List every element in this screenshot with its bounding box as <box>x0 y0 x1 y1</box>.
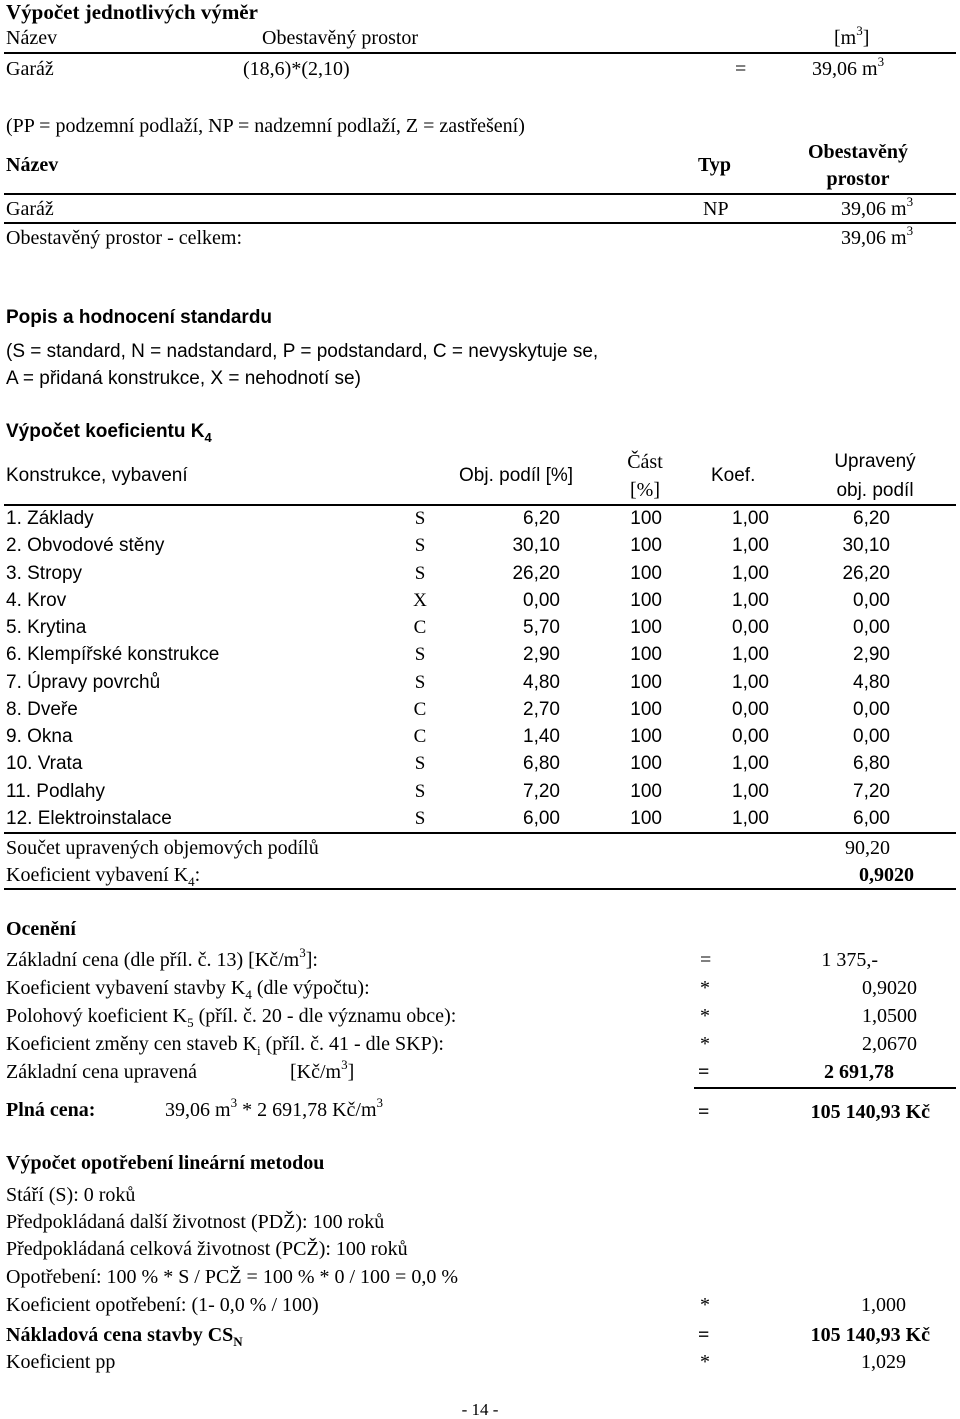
k4-sum-value: 90,20 <box>845 837 890 859</box>
vymery-row-name: Garáž <box>6 58 54 80</box>
k4-cell-obj: 6,20 <box>523 508 560 529</box>
oceneni-row-op: = <box>700 949 712 971</box>
k4-cell-name: 5. Krytina <box>6 617 87 638</box>
k4-cell-code: X <box>413 589 427 611</box>
vymery-row-formula: (18,6)*(2,10) <box>243 58 350 80</box>
k4-cell-cast: 100 <box>630 644 662 666</box>
k4-cell-koef: 1,00 <box>732 807 769 829</box>
k4-cell-code: S <box>414 562 426 584</box>
k4-cell-koef: 1,00 <box>732 644 769 666</box>
k4-koef-value: 0,9020 <box>859 864 914 886</box>
koeficient-pp-op: * <box>700 1351 710 1373</box>
nakladova-cena-label: Nákladová cena stavby $CS_N$ <box>6 1324 243 1349</box>
summary-total-value: 39,06 $m^3$ <box>841 223 914 249</box>
k4-cell-code: S <box>414 508 426 529</box>
vymery-head-name: Název <box>6 27 58 49</box>
k4-cell-koef: 1,00 <box>732 753 769 775</box>
k4-head-obj: Obj. podíl [%] <box>459 465 574 486</box>
k4-cell-code: C <box>413 617 427 638</box>
divider <box>4 193 956 195</box>
divider <box>694 1087 956 1089</box>
k4-koef-label: Koeficient vybavení $K_4$: <box>6 864 201 889</box>
k4-cell-cast: 100 <box>630 535 662 557</box>
k4-cell-koef: 1,00 <box>732 562 769 584</box>
k4-cell-cast: 100 <box>630 807 662 829</box>
k4-cell-name: 10. Vrata <box>6 753 83 775</box>
k4-cell-koef: 0,00 <box>732 698 769 720</box>
k4-cell-obj: 1,40 <box>523 726 560 747</box>
opotrebeni-pdz: Předpokládaná další životnost (PDŽ): 100 roků <box>6 1211 385 1233</box>
koeficient-pp-label: Koeficient pp <box>6 1351 116 1373</box>
k4-cell-obj: 6,80 <box>523 753 560 775</box>
k4-cell-upr: 6,80 <box>853 753 890 775</box>
opotrebeni-title: Výpočet opotřebení lineární metodou <box>6 1152 325 1174</box>
k4-cell-name: 6. Klempířské konstrukce <box>6 644 220 666</box>
k4-head-obj-podil: obj. podíl <box>836 480 914 501</box>
k4-head-cast-unit: [%] <box>630 479 660 501</box>
oceneni-row-op: * <box>700 1005 710 1027</box>
summary-row-value: 39,06 $m^3$ <box>841 194 914 220</box>
k4-cell-code: S <box>414 807 426 829</box>
k4-cell-name: 3. Stropy <box>6 562 83 584</box>
nakladova-cena-value: 105 140,93 Kč <box>810 1324 930 1346</box>
k4-cell-code: C <box>413 698 427 720</box>
zakladni-cena-upravena-unit: $[Kč/m^3]$ <box>290 1057 355 1083</box>
k4-cell-obj: 0,00 <box>523 589 560 611</box>
oceneni-row-label: Polohový koeficient $K_5$ (příl. č. 20 - dle významu obce): <box>6 1005 457 1030</box>
zakladni-cena-upravena-value: 2 691,78 <box>824 1061 894 1083</box>
oceneni-row-value: 1 375,- <box>821 949 878 971</box>
k4-cell-koef: 1,00 <box>732 780 769 802</box>
k4-cell-koef: 1,00 <box>732 508 769 529</box>
oceneni-row-value: 0,9020 <box>862 977 917 999</box>
legend-podlazi: (PP = podzemní podlaží, NP = nadzemní podlaží, Z = zastřešení) <box>6 115 525 137</box>
divider <box>4 504 956 506</box>
vymery-row-eq: = <box>735 58 747 80</box>
k4-cell-upr: 6,20 <box>853 508 890 529</box>
k4-cell-cast: 100 <box>630 726 662 747</box>
standard-title: Popis a hodnocení standardu <box>6 307 273 328</box>
plna-cena-value: 105 140,93 Kč <box>810 1101 930 1123</box>
oceneni-row-op: * <box>700 1033 710 1055</box>
k4-cell-name: 12. Elektroinstalace <box>6 807 172 829</box>
summary-head-typ: Typ <box>698 154 731 176</box>
nakladova-cena-op: = <box>698 1324 710 1346</box>
k4-cell-koef: 0,00 <box>732 617 769 638</box>
k4-cell-upr: 26,20 <box>842 562 890 584</box>
summary-head-obestaveny: Obestavěný <box>808 141 908 163</box>
k4-head-koef: Koef. <box>711 465 756 486</box>
k4-cell-cast: 100 <box>630 508 662 529</box>
k4-cell-koef: 1,00 <box>732 535 769 557</box>
standard-line-1: (S = standard, N = nadstandard, P = podstandard, C = nevyskytuje se, <box>6 341 599 362</box>
plna-cena-op: = <box>698 1101 710 1123</box>
k4-cell-code: S <box>414 644 426 666</box>
k4-cell-koef: 1,00 <box>732 671 769 693</box>
divider <box>4 888 956 890</box>
oceneni-row-label: Základní cena (dle příl. č. 13) $[Kč/m^3]$: <box>6 945 318 971</box>
k4-cell-name: 9. Okna <box>6 726 73 747</box>
k4-cell-cast: 100 <box>630 698 662 720</box>
k4-cell-name: 8. Dveře <box>6 698 78 720</box>
k4-cell-name: 2. Obvodové stěny <box>6 535 165 557</box>
vymery-row-value: 39,06 $m^3$ <box>812 54 885 80</box>
k4-cell-upr: 0,00 <box>853 698 890 720</box>
k4-cell-obj: 5,70 <box>523 617 560 638</box>
k4-title: Výpočet koeficientu $K_4$ <box>6 421 212 445</box>
oceneni-row-value: 1,0500 <box>862 1005 917 1027</box>
oceneni-row-value: 2,0670 <box>862 1033 917 1055</box>
k4-cell-obj: 6,00 <box>523 807 560 829</box>
vymery-head-unit: $[m^3]$ <box>834 23 870 49</box>
k4-cell-upr: 0,00 <box>853 617 890 638</box>
k4-cell-koef: 0,00 <box>732 726 769 747</box>
k4-cell-name: 7. Úpravy povrchů <box>6 671 161 693</box>
opotrebeni-vypocet: Opotřebení: 100 % * S / PCŽ = 100 % * 0 / 100 = 0,0 % <box>6 1266 458 1288</box>
oceneni-row-label: Koeficient vybavení stavby $K_4$ (dle výpočtu): <box>6 977 370 1002</box>
oceneni-title: Ocenění <box>6 918 76 940</box>
k4-cell-obj: 30,10 <box>512 535 560 557</box>
k4-head-upraveny: Upravený <box>834 451 916 472</box>
k4-cell-upr: 0,00 <box>853 726 890 747</box>
k4-cell-upr: 0,00 <box>853 589 890 611</box>
k4-cell-obj: 2,90 <box>523 644 560 666</box>
opotrebeni-stari: Stáří (S): 0 roků <box>6 1184 136 1206</box>
zakladni-cena-upravena-op: = <box>698 1061 710 1083</box>
k4-cell-cast: 100 <box>630 562 662 584</box>
k4-cell-cast: 100 <box>630 589 662 611</box>
summary-head-prostor: prostor <box>826 168 890 190</box>
k4-cell-code: S <box>414 753 426 775</box>
k4-head-konstrukce: Konstrukce, vybavení <box>6 465 188 486</box>
summary-head-name: Název <box>6 154 59 176</box>
k4-cell-code: S <box>414 780 426 802</box>
k4-cell-cast: 100 <box>630 617 662 638</box>
k4-head-cast: Část <box>627 451 663 473</box>
k4-cell-code: S <box>414 535 426 557</box>
zakladni-cena-upravena-label: Základní cena upravená <box>6 1061 198 1083</box>
k4-cell-obj: 2,70 <box>523 698 560 720</box>
k4-cell-upr: 30,10 <box>842 535 890 557</box>
k4-cell-obj: 7,20 <box>523 780 560 802</box>
page-number: - 14 - <box>461 1400 499 1419</box>
vymery-head-obestaveny: Obestavěný prostor <box>262 27 419 49</box>
k4-cell-koef: 1,00 <box>732 589 769 611</box>
summary-row-typ: NP <box>703 198 729 220</box>
k4-cell-upr: 7,20 <box>853 780 890 802</box>
opotrebeni-pcz: Předpokládaná celková životnost (PCŽ): 100 roků <box>6 1238 408 1260</box>
plna-cena-label: Plná cena: <box>6 1099 96 1121</box>
opotrebeni-koef-op: * <box>700 1294 710 1316</box>
k4-cell-upr: 6,00 <box>853 807 890 829</box>
opotrebeni-koef-value: 1,000 <box>861 1294 906 1316</box>
k4-cell-name: 1. Základy <box>6 508 94 529</box>
k4-cell-obj: 4,80 <box>523 671 560 693</box>
divider <box>4 52 956 54</box>
oceneni-row-label: Koeficient změny cen staveb $K_i$ (příl. č. 41 - dle SKP): <box>6 1033 444 1058</box>
k4-cell-upr: 2,90 <box>853 644 890 666</box>
k4-cell-upr: 4,80 <box>853 671 890 693</box>
plna-cena-formula: 39,06 $m^3 * 2$ 691,78 $Kč/m^3$ <box>165 1095 383 1121</box>
standard-line-2: A = přidaná konstrukce, X = nehodnotí se) <box>6 368 361 389</box>
k4-cell-cast: 100 <box>630 753 662 775</box>
koeficient-pp-value: 1,029 <box>861 1351 906 1373</box>
oceneni-row-op: * <box>700 977 710 999</box>
section-title-vymery: Výpočet jednotlivých výměr <box>6 0 258 24</box>
k4-cell-code: S <box>414 671 426 693</box>
divider <box>4 222 956 224</box>
k4-cell-code: C <box>413 726 427 747</box>
k4-cell-cast: 100 <box>630 671 662 693</box>
k4-cell-name: 11. Podlahy <box>6 780 105 802</box>
divider <box>4 832 956 834</box>
opotrebeni-koef-label: Koeficient opotřebení: (1- 0,0 % / 100) <box>6 1294 319 1316</box>
summary-total-label: Obestavěný prostor - celkem: <box>6 227 243 249</box>
k4-sum-label: Součet upravených objemových podílů <box>6 837 319 859</box>
k4-cell-name: 4. Krov <box>6 589 67 611</box>
k4-cell-obj: 26,20 <box>512 562 560 584</box>
summary-row-name: Garáž <box>6 198 54 220</box>
k4-cell-cast: 100 <box>630 780 662 802</box>
